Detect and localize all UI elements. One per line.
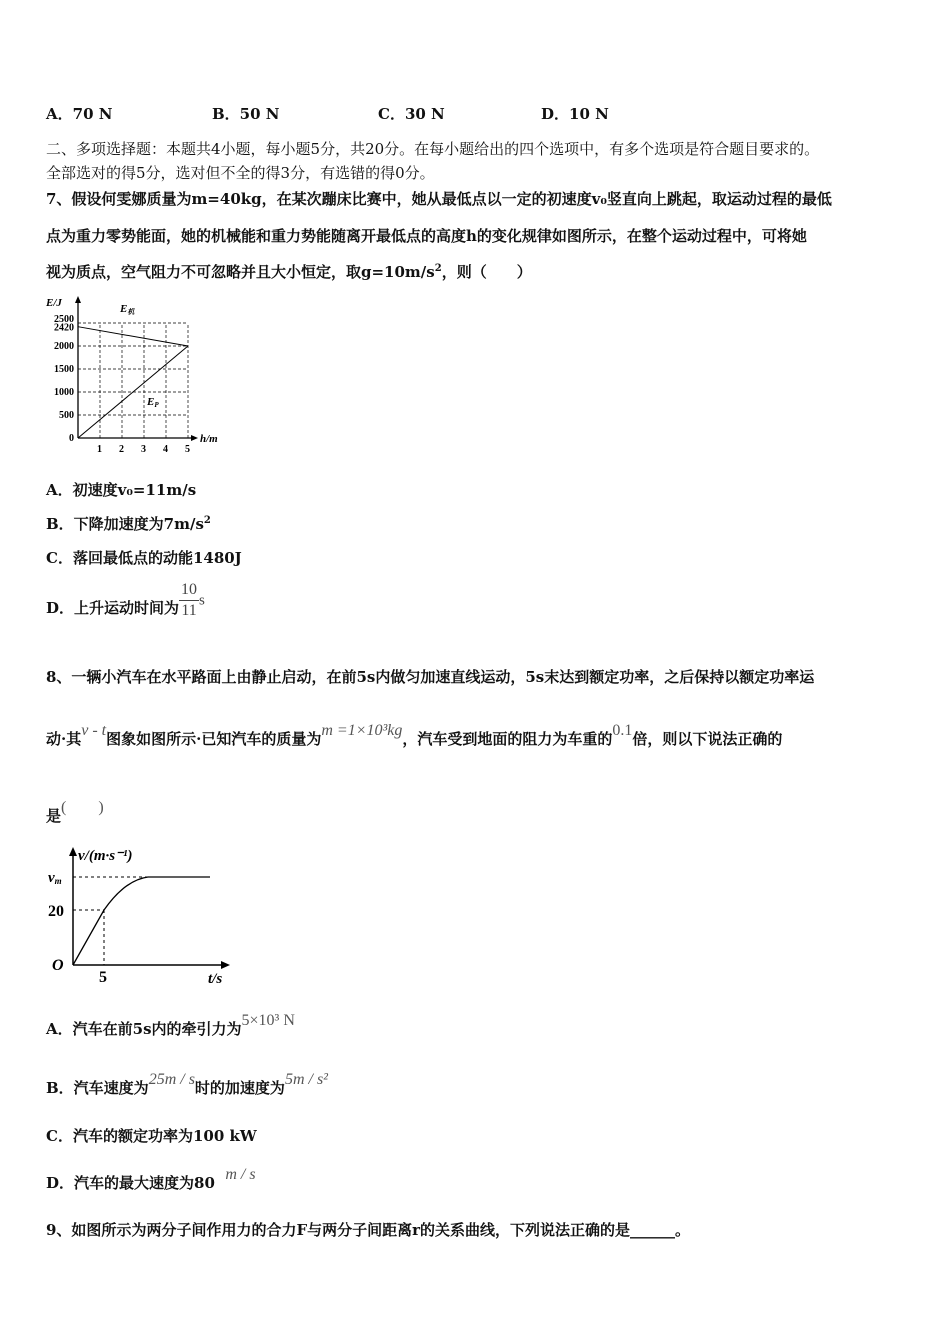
chart2-origin: O [52, 957, 64, 974]
q6-option-d: D．10 N [541, 105, 609, 123]
chart2-tick-5: 5 [99, 969, 107, 986]
q8-option-d: D．汽车的最大速度为80 m / s [46, 1166, 256, 1192]
chart1-x-tick: 5 [185, 444, 190, 455]
chart1-y-tick: 2500 [54, 314, 74, 325]
chart1-x-arrow-icon [191, 435, 198, 441]
chart2-x-arrow-icon [221, 961, 230, 969]
q8-option-b: B．汽车速度为25m / s时的加速度为5m / s² [46, 1071, 328, 1097]
q8-option-c: C．汽车的额定功率为100 kW [46, 1127, 257, 1145]
velocity-time-chart [40, 840, 240, 990]
q8-option-a: A．汽车在前5s内的牵引力为5×10³ N [46, 1012, 295, 1038]
q7-line3-sup: 2 [434, 263, 442, 274]
chart1-x-tick: 2 [119, 444, 124, 455]
q9-line1: 9、如图所示为两分子间作用力的合力F与两分子间距离r的关系曲线，下列说法正确的是______。 [46, 1221, 690, 1239]
chart2-y-arrow-icon [69, 847, 77, 856]
chart2-series-v [73, 877, 210, 965]
chart2-tick-vm: vm [48, 870, 62, 886]
chart1-ep-label: EP [147, 396, 159, 409]
chart2-tick-20: 20 [48, 903, 64, 920]
chart2-xlabel: t/s [208, 971, 223, 987]
q7-line3 [46, 261, 532, 282]
chart2-ylabel: v/(m·s⁻¹) [78, 848, 133, 864]
q6-option-c: C．30 N [378, 105, 445, 123]
chart1-y-tick: 1500 [54, 364, 74, 375]
chart1-x-tick: 3 [141, 444, 146, 455]
q7-line3-end: ，则（ ） [441, 263, 532, 281]
chart1-y-arrow-icon [75, 296, 81, 303]
q7-option-d: D．上升运动时间为 $\frac{10}{11}$ s [46, 581, 205, 619]
q8-line1: 8、一辆小汽车在水平路面上由静止启动，在前5s内做匀加速直线运动，5s末达到额定功率，之后保持以额定功率运 [46, 668, 815, 686]
q8-line3: 是( ) [46, 799, 104, 825]
chart1-y-tick: 2000 [54, 341, 74, 352]
section2-header-line2: 全部选对的得5分，选对但不全的得3分，有选错的得0分。 [46, 164, 435, 182]
q7-option-c: C．落回最低点的动能1480J [46, 549, 242, 567]
q7-line1: 7、假设何雯娜质量为m=40kg，在某次蹦床比赛中，她从最低点以一定的初速度v₀竖直向上跳起，取运动过程的最低 [46, 190, 832, 208]
q7-option-a: A．初速度v₀=11m/s [46, 481, 197, 499]
chart1-emech-label: E机 [120, 303, 135, 316]
q7-line3-text: 视为质点，空气阻力不可忽略并且大小恒定，取g=10m/s [46, 263, 435, 281]
section2-header-line1: 二、多项选择题：本题共4小题，每小题5分，共20分。在每小题给出的四个选项中，有多个选项是符合题目要求的。 [46, 140, 820, 158]
chart1-y-tick: 1000 [54, 387, 74, 398]
chart1-x-tick: 4 [163, 444, 168, 455]
chart1-xlabel: h/m [200, 433, 218, 445]
q6-option-b: B．50 N [212, 105, 280, 123]
chart1-grid [78, 323, 188, 438]
chart1-x-tick: 1 [97, 444, 102, 455]
chart1-y-tick: 0 [69, 433, 74, 444]
q7-line2: 点为重力零势能面，她的机械能和重力势能随离开最低点的高度h的变化规律如图所示，在整个运动过程中，可将她 [46, 227, 807, 245]
q6-option-a: A．70 N [46, 105, 113, 123]
chart1-y-tick: 500 [59, 410, 74, 421]
chart1-y-tick: 2420 [54, 322, 74, 334]
chart1-series-e-mech [78, 327, 188, 346]
q8-line2: 动·其v - t图象如图所示·已知汽车的质量为m =1×10³kg，汽车受到地面的阻力为车重的0.1倍，则以下说法正确的 [46, 722, 783, 748]
fraction: $\frac{10}{11}$ [181, 581, 198, 619]
energy-height-chart [40, 290, 240, 460]
q7-option-b: B．下降加速度为$7m/s^2$ [46, 515, 211, 533]
chart1-ylabel: E/J [46, 297, 62, 309]
